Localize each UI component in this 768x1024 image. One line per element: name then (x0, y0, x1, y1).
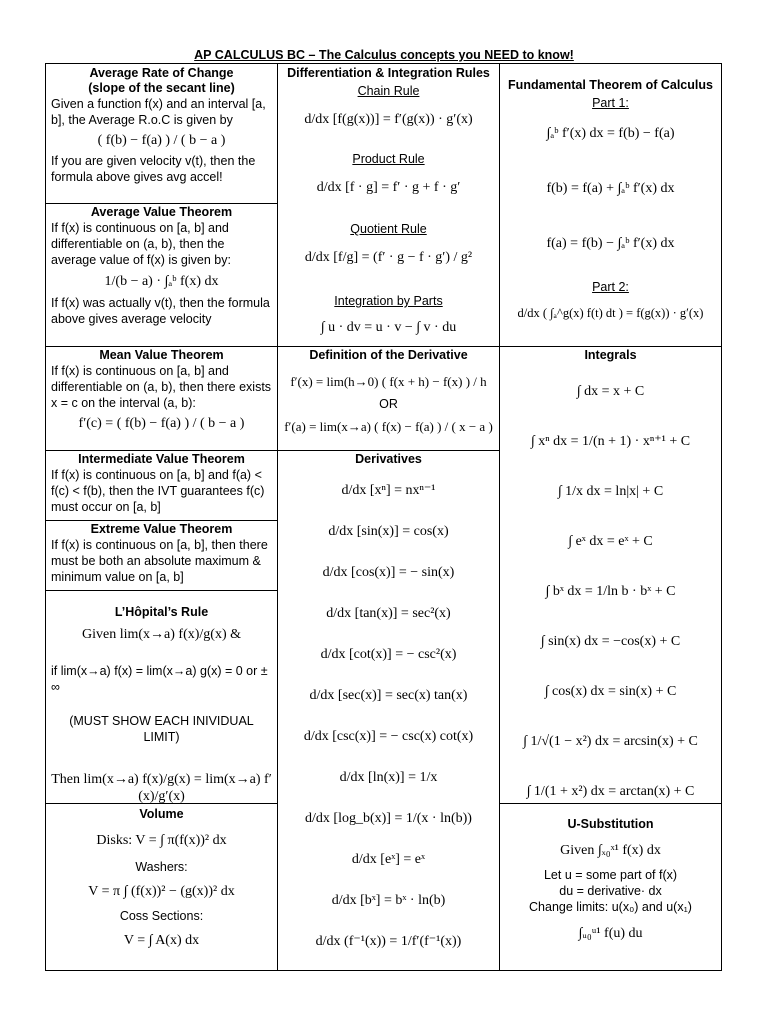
integrals-heading: Integrals (584, 348, 637, 362)
formula-table (45, 63, 722, 971)
ftc-heading: Fundamental Theorem of Calculus (508, 78, 713, 92)
definition-or: OR (379, 397, 398, 411)
usub-given: Given ∫ₓ₀ˣ¹ f(x) dx (560, 843, 661, 858)
avt-text: If f(x) is continuous on [a, b] and differentiable on (a, b), then the average value of f(x) is given by: (51, 221, 231, 267)
lhopital-rule-cell (46, 590, 277, 803)
integration-by-parts-formula: ∫ u · dv = u · v − ∫ v · du (320, 320, 457, 335)
ftc-part1-formula-1: ∫ₐᵇ f′(x) dx = f(b) − f(a) (546, 126, 675, 141)
avg-roc-text: Given a function f(x) and an interval [a, b], the Average R.o.C is given by (51, 97, 266, 127)
washers-formula: V = π ∫ (f(x))² − (g(x))² dx (88, 884, 235, 899)
mvt-text: If f(x) is continuous on [a, b] and differentiable on (a, b), then there exists x = c on the interval (a, b): (51, 364, 272, 410)
evt-heading: Extreme Value Theorem (90, 522, 233, 536)
integral-cos: ∫ cos(x) dx = sin(x) + C (544, 684, 677, 699)
derivatives-cell (277, 450, 499, 970)
definition-of-derivative-cell (277, 346, 499, 450)
usub-final-integral: ∫ᵤ₀ᵘ¹ f(u) du (578, 926, 643, 941)
lhopital-condition: if lim(x→a) f(x) = lim(x→a) g(x) = 0 or ± ∞ (51, 664, 268, 694)
mvt-formula: f′(c) = ( f(b) − f(a) ) / ( b − a ) (78, 416, 245, 431)
derivative-log-b: d/dx [log_b(x)] = 1/(x · ln(b)) (305, 811, 472, 826)
usub-du: du = derivative· dx (559, 884, 662, 898)
avg-roc-velocity-note: If you are given velocity v(t), then the formula above gives avg accel! (51, 154, 256, 184)
derivative-csc: d/dx [csc(x)] = − csc(x) cot(x) (303, 729, 474, 744)
lhopital-then: Then lim(x→a) f(x)/g(x) = lim(x→a) f′(x)/g′(x) (51, 772, 272, 803)
integration-by-parts-label: Integration by Parts (334, 294, 443, 308)
derivatives-heading: Derivatives (355, 452, 422, 466)
volume-cell (46, 803, 277, 970)
definition-formula-h: f′(x) = lim(h→0) ( f(x + h) − f(x) ) / h (290, 374, 487, 389)
definition-formula-a: f′(a) = lim(x→a) ( f(x) − f(a) ) / ( x − a ) (284, 419, 493, 434)
derivative-ln: d/dx [ln(x)] = 1/x (339, 770, 438, 785)
integral-reciprocal: ∫ 1/x dx = ln|x| + C (557, 484, 664, 499)
ftc-part1-label: Part 1: (592, 96, 629, 110)
integral-arctan: ∫ 1/(1 + x²) dx = arctan(x) + C (526, 784, 695, 799)
intermediate-value-theorem-cell (46, 450, 277, 520)
cross-sections-formula: V = ∫ A(x) dx (123, 933, 200, 948)
integrals-cell (499, 346, 721, 803)
usub-change-limits: Change limits: u(x₀) and u(x₁) (529, 900, 692, 914)
evt-text: If f(x) is continuous on [a, b], then there must be both an absolute maximum & minimum value on [a, b] (51, 538, 268, 584)
mvt-heading: Mean Value Theorem (99, 348, 224, 362)
lhopital-heading: L’Hôpital’s Rule (114, 605, 209, 619)
u-substitution-cell (499, 803, 721, 970)
derivative-power: d/dx [xⁿ] = nxⁿ⁻¹ (341, 483, 436, 498)
ftc-part1-formula-3: f(a) = f(b) − ∫ₐᵇ f′(x) dx (546, 236, 675, 251)
integral-exp: ∫ eˣ dx = eˣ + C (568, 534, 653, 549)
lhopital-given: Given lim(x→a) f(x)/g(x) & (81, 627, 241, 642)
ftc-part2-label: Part 2: (592, 280, 629, 294)
cross-sections-label: Coss Sections: (119, 909, 204, 923)
derivative-sec: d/dx [sec(x)] = sec(x) tan(x) (309, 688, 468, 703)
avg-roc-heading: Average Rate of Change (89, 66, 234, 80)
average-value-theorem-cell (46, 203, 277, 346)
ftc-part1-formula-2: f(b) = f(a) + ∫ₐᵇ f′(x) dx (546, 181, 675, 196)
derivative-cos: d/dx [cos(x)] = − sin(x) (322, 565, 455, 580)
mean-value-theorem-cell (46, 346, 277, 450)
derivative-tan: d/dx [tan(x)] = sec²(x) (326, 606, 451, 621)
quotient-rule-label: Quotient Rule (350, 222, 427, 236)
disks-formula: Disks: V = ∫ π(f(x))² dx (96, 833, 227, 848)
integral-sin: ∫ sin(x) dx = −cos(x) + C (540, 634, 681, 649)
product-rule-label: Product Rule (352, 152, 425, 166)
usub-let: Let u = some part of f(x) (543, 868, 678, 882)
product-rule-formula: d/dx [f · g] = f′ · g + f · g′ (316, 180, 461, 195)
rules-heading: Differentiation & Integration Rules (287, 66, 490, 80)
integral-power: ∫ xⁿ dx = 1/(n + 1) · xⁿ⁺¹ + C (530, 434, 691, 449)
ivt-text: If f(x) is continuous on [a, b] and f(a) < f(c) < f(b), then the IVT guarantees f(c) must occur on [a, b] (51, 468, 265, 514)
integral-dx: ∫ dx = x + C (576, 384, 645, 399)
avg-roc-subheading: (slope of the secant line) (88, 81, 235, 95)
differentiation-integration-rules-cell (277, 64, 499, 346)
fundamental-theorem-cell (499, 64, 721, 346)
avt-heading: Average Value Theorem (90, 205, 233, 219)
ftc-part2-formula: d/dx ( ∫ₐ^g(x) f(t) dt ) = f(g(x)) · g′(x) (517, 306, 704, 320)
extreme-value-theorem-cell (46, 520, 277, 590)
page-title: AP CALCULUS BC – The Calculus concepts you NEED to know! (194, 48, 574, 62)
derivative-inverse: d/dx (f⁻¹(x)) = 1/f′(f⁻¹(x)) (315, 934, 462, 949)
average-rate-of-change-cell (46, 64, 277, 203)
derivative-b-power: d/dx [bˣ] = bˣ · ln(b) (331, 893, 446, 908)
integral-arcsin: ∫ 1/√(1 − x²) dx = arcsin(x) + C (523, 734, 698, 749)
quotient-rule-formula: d/dx [f/g] = (f′ · g − f · g′) / g² (304, 250, 473, 265)
derivative-sin: d/dx [sin(x)] = cos(x) (328, 524, 449, 539)
chain-rule-label: Chain Rule (357, 84, 420, 98)
derivative-cot: d/dx [cot(x)] = − csc²(x) (320, 647, 457, 662)
chain-rule-formula: d/dx [f(g(x))] = f′(g(x)) · g′(x) (304, 112, 473, 127)
definition-heading: Definition of the Derivative (309, 348, 468, 362)
washers-label: Washers: (135, 860, 188, 874)
usub-heading: U-Substitution (567, 817, 654, 831)
avg-roc-formula: ( f(b) − f(a) ) / ( b − a ) (97, 133, 226, 148)
avt-formula: 1/(b − a) · ∫ₐᵇ f(x) dx (104, 274, 219, 289)
derivative-exp: d/dx [eˣ] = eˣ (351, 852, 426, 867)
volume-heading: Volume (139, 807, 184, 821)
lhopital-note: (MUST SHOW EACH INIVIDUAL LIMIT) (69, 714, 254, 744)
integral-b-power: ∫ bˣ dx = 1/ln b · bˣ + C (545, 584, 676, 599)
ivt-heading: Intermediate Value Theorem (78, 452, 245, 466)
avt-velocity-note: If f(x) was actually v(t), then the formula above gives average velocity (51, 296, 270, 326)
